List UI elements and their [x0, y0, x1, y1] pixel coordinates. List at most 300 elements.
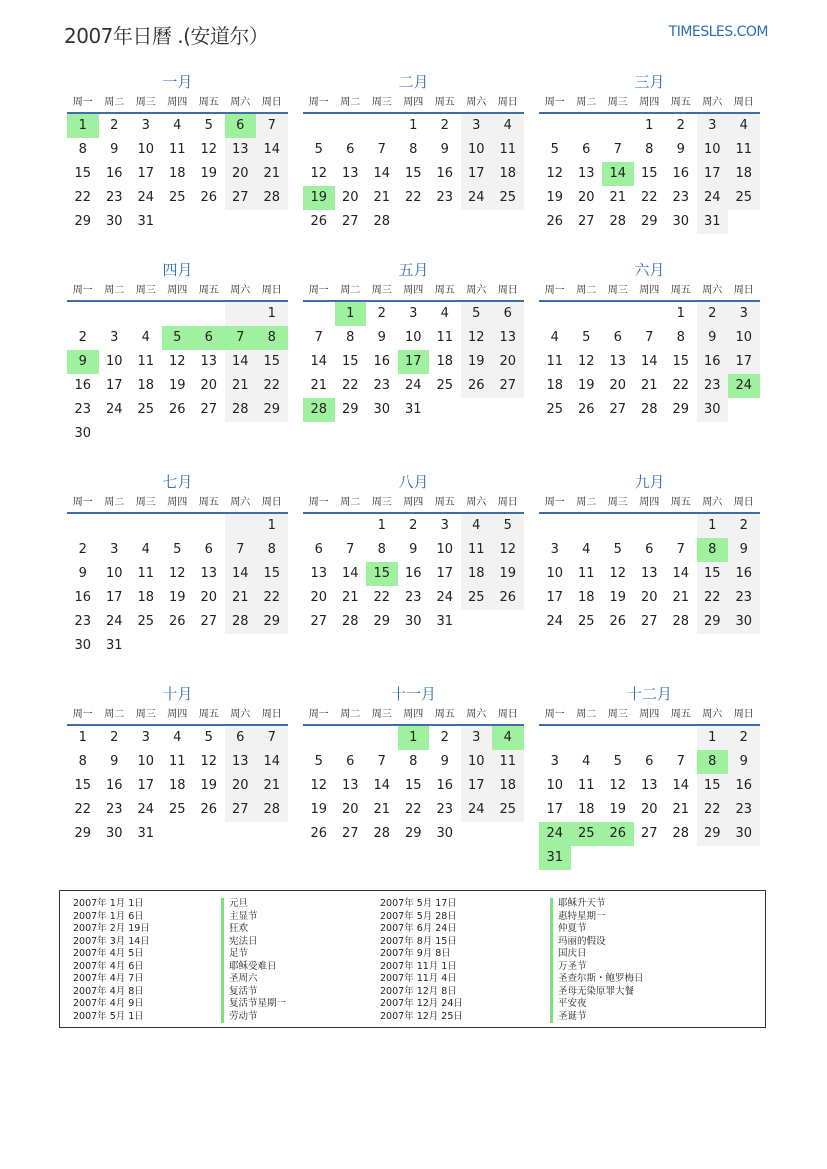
weekday-label: 周四	[403, 497, 424, 508]
month-name: 九月	[634, 473, 665, 491]
day-cell: 24	[105, 402, 123, 417]
month-name: 十月	[162, 685, 193, 703]
day-cell: 7	[377, 142, 386, 157]
weekday-label: 周三	[371, 709, 392, 720]
day-cell: 6	[645, 542, 654, 557]
day-cell: 11	[168, 754, 186, 769]
weekday-label: 周四	[403, 97, 424, 108]
day-cell: 16	[373, 354, 391, 369]
empty-cell	[634, 846, 666, 870]
day-cell: 12	[577, 354, 595, 369]
day-cell: 31	[105, 638, 123, 653]
holiday-name: 复活节星期一	[221, 998, 286, 1011]
day-cell: 16	[404, 566, 422, 581]
week-row	[303, 326, 524, 350]
weekday-label: 周二	[576, 497, 597, 508]
day-cell: 18	[728, 162, 760, 186]
day-cell: 12	[200, 142, 218, 157]
weekday-label: 周一	[308, 97, 329, 108]
weekday-label: 周二	[104, 709, 125, 720]
day-cell: 28	[303, 398, 335, 422]
weekday-header	[67, 92, 288, 114]
day-cell: 17	[461, 774, 493, 798]
day-cell: 24	[137, 802, 155, 817]
month-name: 二月	[398, 73, 429, 91]
day-cell: 12	[609, 778, 627, 793]
day-cell: 15	[640, 166, 658, 181]
day-cell: 17	[105, 590, 123, 605]
day-cell: 19	[310, 802, 328, 817]
day-cell: 25	[492, 798, 524, 822]
weekday-header	[67, 280, 288, 302]
empty-cell	[130, 422, 162, 446]
day-cell: 3	[141, 118, 150, 133]
month-calendar	[303, 684, 524, 846]
weekday-label: 周一	[544, 97, 565, 108]
day-cell: 1	[78, 730, 87, 745]
day-cell: 3	[728, 302, 760, 326]
day-cell: 11	[492, 750, 524, 774]
empty-cell	[99, 514, 131, 538]
empty-cell	[225, 422, 257, 446]
day-cell: 7	[676, 542, 685, 557]
day-cell: 30	[728, 822, 760, 846]
week-row	[303, 726, 524, 750]
holiday-name: 劳动节	[221, 1011, 286, 1024]
month-name: 七月	[162, 473, 193, 491]
day-cell: 8	[346, 330, 355, 345]
empty-cell	[571, 114, 603, 138]
day-cell: 5	[173, 542, 182, 557]
empty-cell	[130, 634, 162, 658]
holiday-name: 圣周六	[221, 973, 286, 986]
day-cell: 6	[314, 542, 323, 557]
day-cell: 23	[672, 190, 690, 205]
empty-cell	[461, 822, 493, 846]
holiday-name: 万圣节	[550, 961, 644, 974]
day-cell: 14	[256, 750, 288, 774]
day-cell: 26	[602, 822, 634, 846]
day-cell: 20	[200, 378, 218, 393]
day-cell: 8	[697, 750, 729, 774]
month-calendar	[67, 684, 288, 846]
weekday-header	[67, 492, 288, 514]
empty-cell	[225, 302, 257, 326]
day-cell: 6	[225, 726, 257, 750]
week-row	[67, 822, 288, 846]
week-row	[303, 822, 524, 846]
week-row	[539, 726, 760, 750]
weekday-label: 周四	[403, 709, 424, 720]
day-cell: 8	[409, 754, 418, 769]
page-title: 2007年日曆 .(安道尔）	[64, 24, 269, 48]
weekday-label: 周六	[230, 97, 251, 108]
month-calendar	[539, 684, 760, 870]
day-cell: 15	[256, 562, 288, 586]
day-cell: 19	[492, 562, 524, 586]
day-cell: 23	[74, 614, 92, 629]
day-cell: 12	[310, 778, 328, 793]
day-cell: 11	[546, 354, 564, 369]
month-calendar	[539, 72, 760, 234]
empty-cell	[602, 514, 634, 538]
day-cell: 21	[373, 190, 391, 205]
day-cell: 14	[373, 166, 391, 181]
empty-cell	[303, 302, 335, 326]
day-cell: 13	[200, 566, 218, 581]
empty-cell	[162, 634, 194, 658]
day-cell: 1	[409, 118, 418, 133]
day-cell: 9	[728, 750, 760, 774]
day-cell: 13	[341, 166, 359, 181]
day-cell: 27	[200, 614, 218, 629]
weekday-label: 周二	[340, 497, 361, 508]
month-name: 十一月	[390, 685, 436, 703]
day-cell: 23	[373, 378, 391, 393]
day-cell: 21	[672, 802, 690, 817]
weekday-label: 周三	[135, 709, 156, 720]
empty-cell	[303, 114, 335, 138]
day-cell: 3	[110, 330, 119, 345]
day-cell: 12	[310, 166, 328, 181]
weekday-label: 周六	[702, 709, 723, 720]
month-calendar	[67, 472, 288, 658]
day-cell: 29	[74, 826, 92, 841]
day-cell: 17	[398, 350, 430, 374]
day-cell: 15	[256, 350, 288, 374]
day-cell: 21	[672, 590, 690, 605]
weekday-label: 周一	[544, 497, 565, 508]
weekday-label: 周六	[466, 97, 487, 108]
day-cell: 2	[110, 118, 119, 133]
weekday-label: 周四	[403, 285, 424, 296]
day-cell: 20	[225, 162, 257, 186]
weekday-label: 周四	[639, 97, 660, 108]
day-cell: 16	[728, 774, 760, 798]
day-cell: 22	[341, 378, 359, 393]
day-cell: 26	[492, 586, 524, 610]
day-cell: 28	[373, 826, 391, 841]
weekday-label: 周四	[639, 709, 660, 720]
weekday-label: 周日	[261, 709, 282, 720]
day-cell: 1	[645, 118, 654, 133]
weekday-label: 周三	[607, 97, 628, 108]
day-cell: 20	[310, 590, 328, 605]
day-cell: 27	[609, 402, 627, 417]
day-cell: 6	[346, 754, 355, 769]
day-cell: 14	[602, 162, 634, 186]
day-cell: 8	[256, 326, 288, 350]
empty-cell	[335, 114, 367, 138]
week-row	[67, 398, 288, 422]
day-cell: 19	[546, 190, 564, 205]
month-calendar	[539, 472, 760, 634]
weekday-label: 周三	[135, 97, 156, 108]
weekday-label: 周六	[466, 285, 487, 296]
day-cell: 16	[436, 778, 454, 793]
day-cell: 6	[204, 542, 213, 557]
day-cell: 28	[225, 610, 257, 634]
day-cell: 7	[256, 726, 288, 750]
weekday-label: 周二	[340, 285, 361, 296]
day-cell: 25	[577, 614, 595, 629]
day-cell: 19	[200, 166, 218, 181]
weekday-label: 周五	[434, 497, 455, 508]
empty-cell	[256, 422, 288, 446]
day-cell: 3	[550, 754, 559, 769]
day-cell: 12	[168, 566, 186, 581]
week-row	[539, 562, 760, 586]
day-cell: 1	[676, 306, 685, 321]
day-cell: 29	[697, 610, 729, 634]
day-cell: 9	[697, 326, 729, 350]
month-name: 八月	[398, 473, 429, 491]
empty-cell	[193, 422, 225, 446]
weekday-label: 周五	[434, 709, 455, 720]
day-cell: 22	[256, 374, 288, 398]
month-calendar	[303, 72, 524, 234]
week-row	[539, 538, 760, 562]
weekday-label: 周二	[340, 709, 361, 720]
week-row	[539, 774, 760, 798]
weekday-label: 周日	[497, 285, 518, 296]
weekday-label: 周五	[198, 709, 219, 720]
day-cell: 2	[676, 118, 685, 133]
day-cell: 2	[728, 726, 760, 750]
empty-cell	[162, 302, 194, 326]
empty-cell	[539, 114, 571, 138]
day-cell: 24	[461, 798, 493, 822]
month-calendar	[539, 260, 760, 422]
day-cell: 19	[168, 590, 186, 605]
site-link[interactable]: TIMESLES.COM	[668, 24, 768, 40]
week-row	[303, 186, 524, 210]
empty-cell	[256, 210, 288, 234]
weekday-label: 周六	[230, 709, 251, 720]
day-cell: 15	[366, 562, 398, 586]
day-cell: 4	[728, 114, 760, 138]
day-cell: 5	[582, 330, 591, 345]
day-cell: 29	[697, 822, 729, 846]
weekday-label: 周三	[135, 497, 156, 508]
empty-cell	[461, 610, 493, 634]
day-cell: 19	[609, 802, 627, 817]
empty-cell	[99, 302, 131, 326]
day-cell: 27	[492, 374, 524, 398]
week-row	[67, 350, 288, 374]
week-row	[539, 186, 760, 210]
empty-cell	[162, 822, 194, 846]
day-cell: 23	[728, 798, 760, 822]
day-cell: 1	[256, 302, 288, 326]
day-cell: 2	[78, 542, 87, 557]
month-name: 十二月	[626, 685, 672, 703]
empty-cell	[634, 514, 666, 538]
month-calendar	[303, 472, 524, 634]
day-cell: 26	[310, 826, 328, 841]
weekday-label: 周三	[607, 709, 628, 720]
day-cell: 2	[78, 330, 87, 345]
day-cell: 7	[676, 754, 685, 769]
weekday-label: 周日	[497, 709, 518, 720]
weekday-label: 周五	[434, 97, 455, 108]
day-cell: 12	[200, 754, 218, 769]
day-cell: 17	[461, 162, 493, 186]
day-cell: 27	[577, 214, 595, 229]
day-cell: 30	[74, 638, 92, 653]
day-cell: 21	[225, 374, 257, 398]
weekday-label: 周六	[702, 497, 723, 508]
day-cell: 9	[377, 330, 386, 345]
day-cell: 23	[728, 586, 760, 610]
day-cell: 28	[672, 614, 690, 629]
day-cell: 16	[74, 378, 92, 393]
holiday-date: 2007年 4月 7日	[73, 973, 144, 984]
day-cell: 20	[640, 802, 658, 817]
empty-cell	[130, 514, 162, 538]
day-cell: 29	[640, 214, 658, 229]
day-cell: 5	[314, 142, 323, 157]
day-cell: 9	[110, 142, 119, 157]
holiday-name: 狂欢	[221, 923, 286, 936]
weekday-label: 周日	[261, 497, 282, 508]
day-cell: 8	[409, 142, 418, 157]
day-cell: 11	[577, 566, 595, 581]
day-cell: 25	[137, 402, 155, 417]
day-cell: 24	[539, 822, 571, 846]
empty-cell	[665, 514, 697, 538]
day-cell: 8	[78, 142, 87, 157]
week-row	[303, 798, 524, 822]
empty-cell	[99, 422, 131, 446]
day-cell: 6	[492, 302, 524, 326]
day-cell: 11	[577, 778, 595, 793]
day-cell: 5	[550, 142, 559, 157]
week-row	[303, 350, 524, 374]
day-cell: 13	[200, 354, 218, 369]
day-cell: 22	[373, 590, 391, 605]
day-cell: 5	[613, 754, 622, 769]
empty-cell	[303, 726, 335, 750]
empty-cell	[728, 210, 760, 234]
day-cell: 29	[404, 826, 422, 841]
day-cell: 18	[137, 590, 155, 605]
day-cell: 22	[697, 586, 729, 610]
day-cell: 20	[609, 378, 627, 393]
day-cell: 17	[546, 802, 564, 817]
empty-cell	[162, 422, 194, 446]
day-cell: 10	[546, 778, 564, 793]
empty-cell	[602, 846, 634, 870]
day-cell: 25	[546, 402, 564, 417]
day-cell: 31	[697, 210, 729, 234]
holiday-date: 2007年 11月 4日	[380, 973, 457, 984]
day-cell: 6	[225, 114, 257, 138]
empty-cell	[602, 726, 634, 750]
weekday-label: 周五	[198, 97, 219, 108]
empty-cell	[571, 726, 603, 750]
day-cell: 28	[640, 402, 658, 417]
day-cell: 8	[256, 538, 288, 562]
holiday-date: 2007年 6月 24日	[380, 923, 457, 934]
day-cell: 11	[137, 566, 155, 581]
day-cell: 10	[461, 138, 493, 162]
day-cell: 3	[110, 542, 119, 557]
week-row	[303, 610, 524, 634]
day-cell: 1	[697, 726, 729, 750]
day-cell: 2	[697, 302, 729, 326]
week-row	[67, 538, 288, 562]
weekday-header	[539, 92, 760, 114]
day-cell: 31	[137, 214, 155, 229]
empty-cell	[366, 726, 398, 750]
week-row	[303, 750, 524, 774]
weekday-label: 周日	[733, 497, 754, 508]
week-row	[67, 774, 288, 798]
week-row	[67, 562, 288, 586]
month-calendar	[67, 72, 288, 234]
day-cell: 10	[728, 326, 760, 350]
holiday-date: 2007年 4月 8日	[73, 985, 144, 997]
holiday-date: 2007年 5月 1日	[73, 1010, 144, 1022]
month-name: 一月	[162, 73, 193, 91]
week-row	[67, 186, 288, 210]
day-cell: 16	[105, 778, 123, 793]
day-cell: 27	[225, 186, 257, 210]
empty-cell	[571, 302, 603, 326]
month-name: 四月	[162, 261, 193, 279]
holiday-name: 足节	[221, 948, 286, 961]
day-cell: 12	[168, 354, 186, 369]
week-row	[67, 374, 288, 398]
day-cell: 27	[310, 614, 328, 629]
holiday-date: 2007年 1月 1日	[73, 898, 144, 909]
day-cell: 29	[373, 614, 391, 629]
holiday-name: 玛丽的假设	[550, 936, 644, 949]
day-cell: 16	[728, 562, 760, 586]
day-cell: 11	[137, 354, 155, 369]
weekday-label: 周三	[607, 497, 628, 508]
day-cell: 2	[409, 518, 418, 533]
day-cell: 17	[137, 778, 155, 793]
weekday-label: 周四	[167, 709, 188, 720]
day-cell: 17	[137, 166, 155, 181]
day-cell: 15	[404, 778, 422, 793]
week-row	[539, 138, 760, 162]
day-cell: 3	[461, 114, 493, 138]
day-cell: 14	[341, 566, 359, 581]
day-cell: 16	[105, 166, 123, 181]
day-cell: 12	[461, 326, 493, 350]
empty-cell	[193, 634, 225, 658]
day-cell: 26	[310, 214, 328, 229]
week-row	[303, 210, 524, 234]
day-cell: 4	[141, 542, 150, 557]
empty-cell	[398, 210, 430, 234]
day-cell: 23	[105, 802, 123, 817]
empty-cell	[728, 846, 760, 870]
day-cell: 5	[314, 754, 323, 769]
week-row	[539, 162, 760, 186]
day-cell: 12	[492, 538, 524, 562]
day-cell: 13	[310, 566, 328, 581]
day-cell: 25	[168, 802, 186, 817]
weekday-label: 周二	[104, 285, 125, 296]
day-cell: 18	[461, 562, 493, 586]
holiday-date-column	[73, 898, 150, 1023]
day-cell: 25	[728, 186, 760, 210]
empty-cell	[492, 210, 524, 234]
